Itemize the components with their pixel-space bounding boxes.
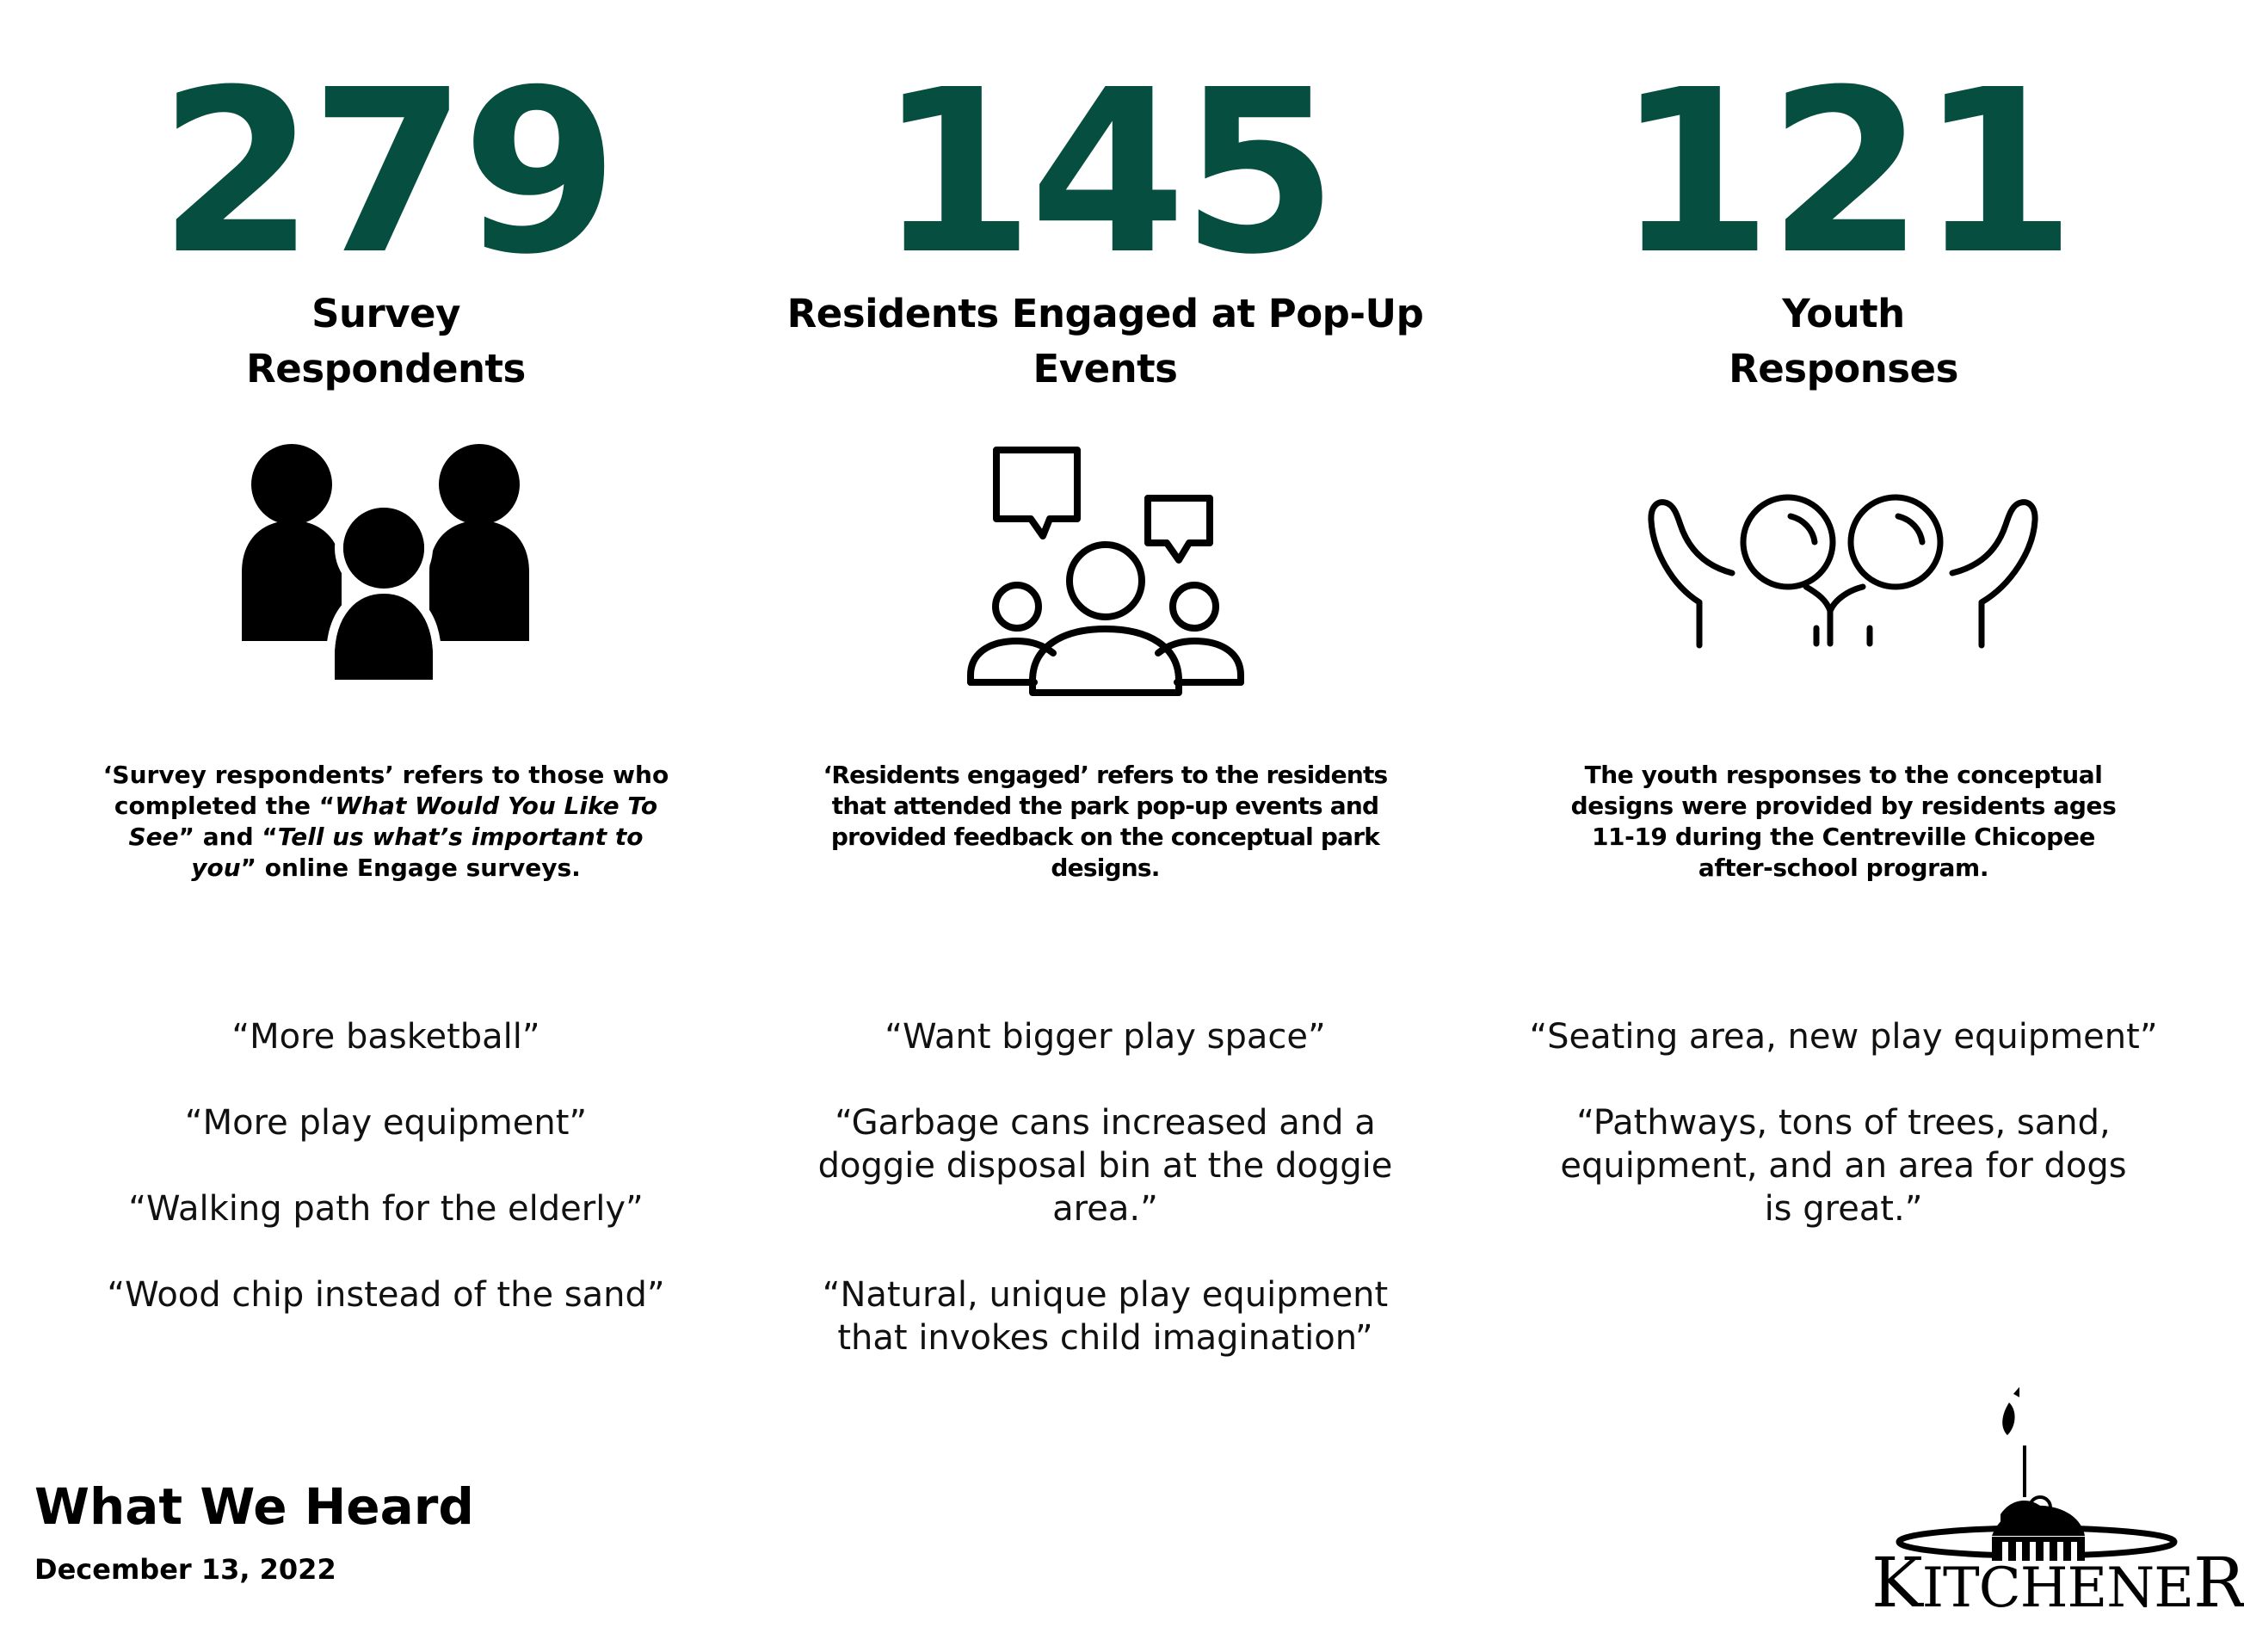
quote: “Natural, unique play equipment that invokes child imagination” <box>822 1275 1389 1358</box>
stat-label-line: Responses <box>1729 346 1958 391</box>
quote: “Wood chip instead of the sand” <box>107 1275 665 1315</box>
stat-number: 279 <box>158 41 613 304</box>
stat-label <box>1511 287 2176 397</box>
quote: “More play equipment” <box>184 1103 588 1143</box>
quote: “Want bigger play space” <box>885 1017 1326 1057</box>
stat-definition: ‘Residents engaged’ refers to the residents that attended the park pop-up events and provided feedback on the conceptual park designs. <box>823 761 1388 882</box>
footer-date: December 13, 2022 <box>34 1553 336 1586</box>
stat-column-survey <box>19 0 753 1411</box>
community-speech-icon <box>964 443 1248 706</box>
logo-wordmark: KITCHENER <box>1871 1543 2244 1623</box>
stat-definition: ‘Survey respondents’ refers to those who completed the “What Would You Like To See” and “Tell us what’s important to you” online Engage surveys. <box>102 761 669 882</box>
stat-column-youth <box>1476 0 2210 1411</box>
quote-list <box>755 1015 1455 1402</box>
quote-list <box>36 1015 736 1359</box>
stat-label <box>53 287 718 397</box>
kitchener-logo <box>1871 1385 2244 1623</box>
stat-label-line: Events <box>1033 346 1178 391</box>
stat-label-line: Respondents <box>246 346 526 391</box>
cheering-youth-icon <box>1646 490 2042 658</box>
quote: “Garbage cans increased and a doggie disposal bin at the doggie area.” <box>817 1103 1393 1229</box>
quote: “Walking path for the elderly” <box>128 1189 644 1229</box>
group-people-icon <box>240 435 533 663</box>
stat-label <box>738 287 1472 397</box>
quote: “Seating area, new play equipment” <box>1529 1017 2158 1057</box>
stat-column-residents <box>738 0 1472 1411</box>
quote-list <box>1494 1015 2193 1273</box>
stat-number: 121 <box>1616 41 2071 304</box>
city-hall-dome-icon <box>1871 1385 2198 1557</box>
quote: “More basketball” <box>231 1017 540 1057</box>
stat-number: 145 <box>878 41 1333 304</box>
quote: “Pathways, tons of trees, sand, equipment, and an area for dogs is great.” <box>1560 1103 2127 1229</box>
stat-label-line: Residents Engaged at Pop-Up <box>786 291 1424 336</box>
stat-label-line: Youth <box>1782 291 1905 336</box>
stat-definition: The youth responses to the conceptual designs were provided by residents ages 11-19 during the Centreville Chicopee after-school program. <box>1570 761 2117 882</box>
footer-title: What We Heard <box>34 1477 474 1536</box>
stat-label-line: Survey <box>311 291 460 336</box>
